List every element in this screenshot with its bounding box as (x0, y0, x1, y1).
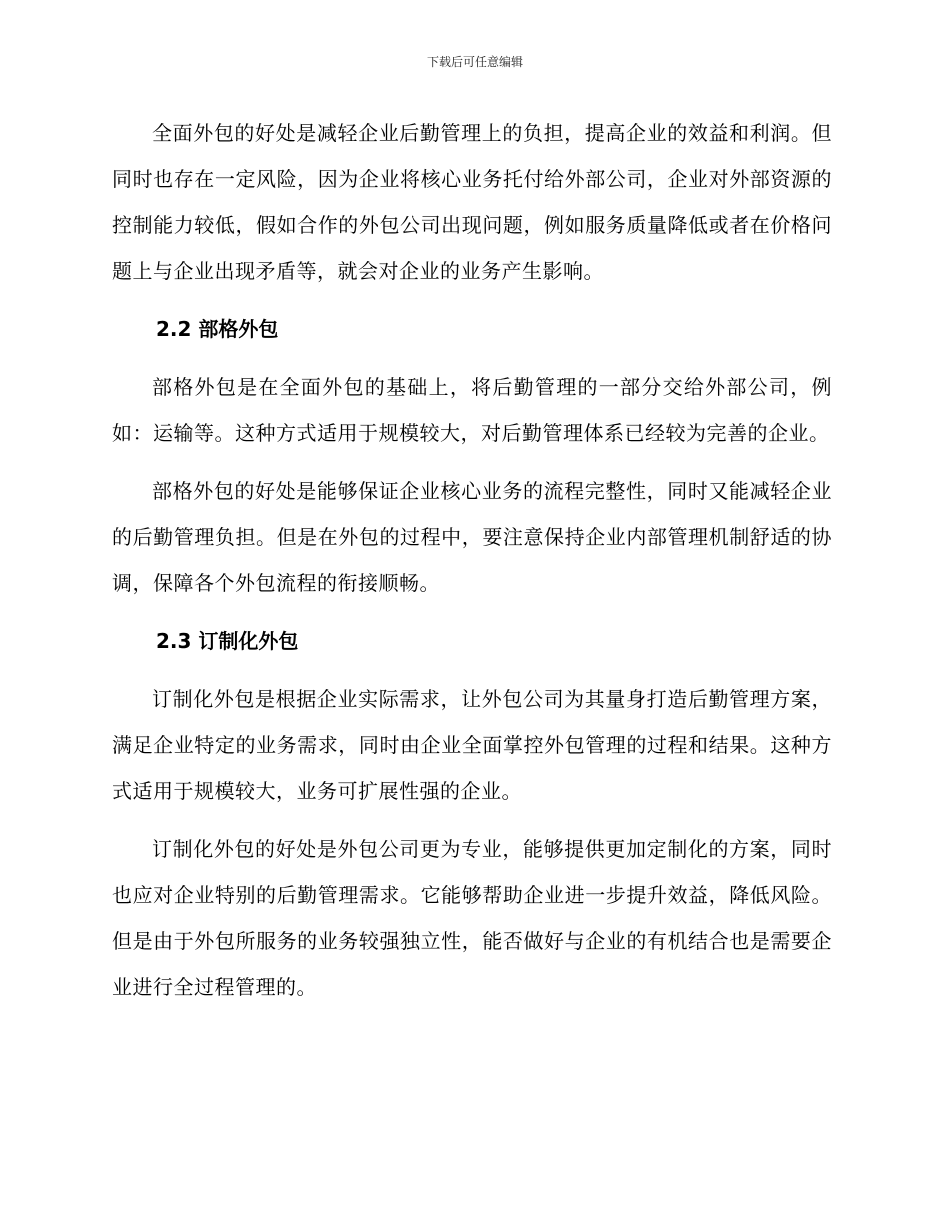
document-body (112, 110, 832, 1022)
paragraph-custom-outsourcing-definition: 订制化外包是根据企业实际需求，让外包公司为其量身打造后勤管理方案，满足企业特定的业务需求，同时由企业全面掌控外包管理的过程和结果。这种方式适用于规模较大，业务可扩展性强的企业。 (112, 687, 832, 803)
page-header: 下载后可任意编辑 (426, 55, 523, 69)
paragraph-full-outsourcing-benefits: 全面外包的好处是减轻企业后勤管理上的负担，提高企业的效益和利润。但同时也存在一定风险，因为企业将核心业务托付给外部公司，企业对外部资源的控制能力较低，假如合作的外包公司出现问题，例如服务质量降低或者在价格问题上与企业出现矛盾等，就会对企业的业务产生影响。 (112, 121, 832, 283)
paragraph-partial-outsourcing-definition: 部格外包是在全面外包的基础上，将后勤管理的一部分交给外部公司，例如：运输等。这种方式适用于规模较大，对后勤管理体系已经较为完善的企业。 (112, 375, 832, 445)
section-heading-2-3: 2.3 订制化外包 (156, 629, 299, 653)
section-heading-2-2: 2.2 部格外包 (156, 317, 279, 341)
paragraph-partial-outsourcing-benefits: 部格外包的好处是能够保证企业核心业务的流程完整性，同时又能减轻企业的后勤管理负担。但是在外包的过程中，要注意保持企业内部管理机制舒适的协调，保障各个外包流程的衔接顺畅。 (112, 479, 832, 595)
paragraph-custom-outsourcing-benefits: 订制化外包的好处是外包公司更为专业，能够提供更加定制化的方案，同时也应对企业特别的后勤管理需求。它能够帮助企业进一步提升效益，降低风险。但是由于外包所服务的业务较强独立性，能否做好与企业的有机结合也是需要企业进行全过程管理的。 (112, 837, 832, 999)
